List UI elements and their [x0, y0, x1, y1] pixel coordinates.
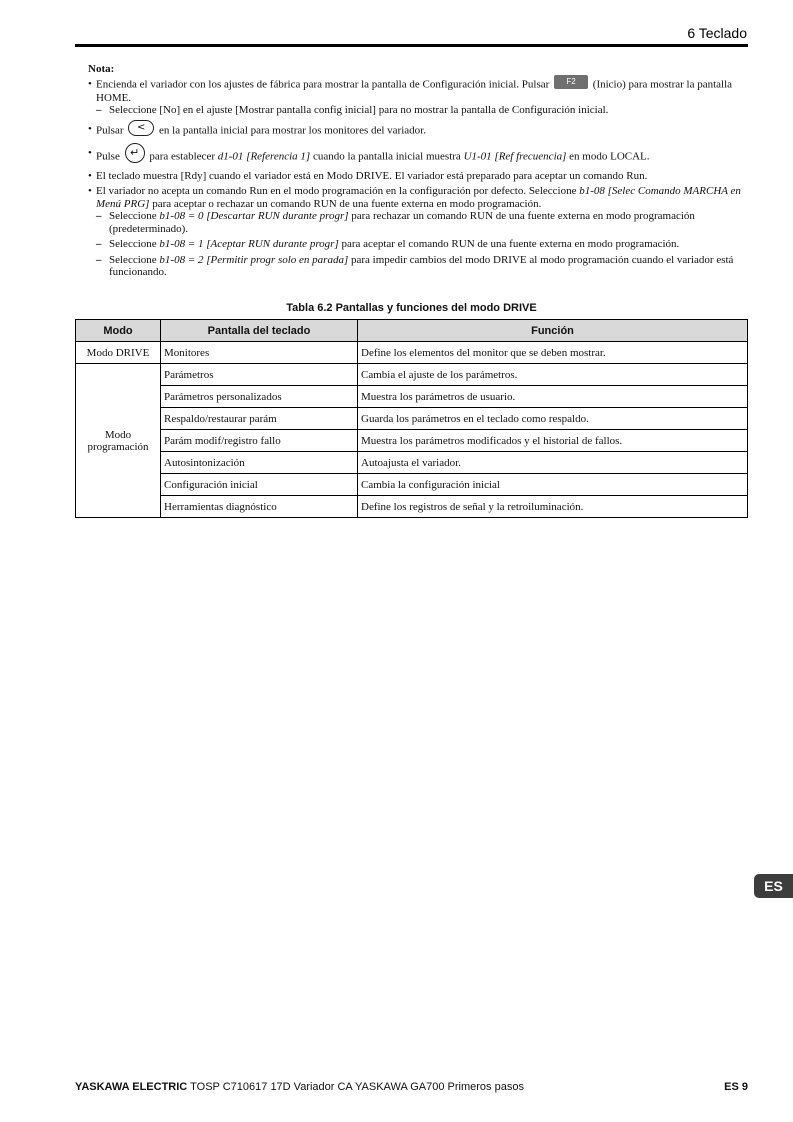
- note-item-2-post: en la pantalla inicial para mostrar los monitores del variador.: [159, 124, 426, 137]
- sub-1-param: b1-08 = 0 [Descartar RUN durante progr]: [159, 210, 349, 222]
- note-item-4: • El teclado muestra [Rdy] cuando el variador está en Modo DRIVE. El variador está preparado para aceptar un comando Run.: [88, 170, 748, 183]
- note-item-1-pre: Encienda el variador con los ajustes de fábrica para mostrar la pantalla de Configuración inicial. Pulsar: [96, 78, 550, 91]
- screen-cell: Autosintonización: [161, 452, 358, 474]
- function-cell: Guarda los parámetros en el teclado como respaldo.: [358, 408, 748, 430]
- header-mode: Modo: [76, 320, 161, 342]
- header-rule: [75, 44, 748, 47]
- note-item-3-monitor: U1-01 [Ref frecuencia]: [463, 150, 567, 163]
- table-row: [76, 386, 748, 408]
- screen-cell: Monitores: [161, 342, 358, 364]
- screen-cell: Parámetros: [161, 364, 358, 386]
- mode-cell-drive: Modo DRIVE: [76, 342, 161, 364]
- screen-cell: Configuración inicial: [161, 474, 358, 496]
- footer-brand: YASKAWA ELECTRIC: [75, 1081, 188, 1093]
- footer-doc: [75, 1081, 524, 1093]
- f2-key-icon: F2: [554, 75, 588, 89]
- note-item-3-mid1: para establecer: [149, 150, 215, 163]
- header-function: Función: [358, 320, 748, 342]
- note-item-5-sub-3: [96, 254, 748, 279]
- mode-cell-programming: Modo programación: [76, 364, 161, 518]
- table-row: [76, 452, 748, 474]
- enter-key-icon: ↵: [125, 143, 145, 163]
- note-item-3: [88, 147, 748, 167]
- function-cell: Cambia la configuración inicial: [358, 474, 748, 496]
- drive-mode-table: [75, 319, 748, 518]
- note-item-3-param: d1-01 [Referencia 1]: [217, 150, 311, 163]
- sub-3-param: b1-08 = 2 [Permitir progr solo en parada]: [159, 253, 349, 266]
- left-arrow-key-icon: <: [128, 120, 154, 136]
- table-header-row: [76, 320, 748, 342]
- note-section: [88, 63, 748, 279]
- function-cell: Define los elementos del monitor que se deben mostrar.: [358, 342, 748, 364]
- note-item-3-pre: Pulse: [96, 150, 120, 163]
- page-number: ES 9: [724, 1081, 748, 1093]
- function-cell: Muestra los parámetros modificados y el historial de fallos.: [358, 430, 748, 452]
- note-item-2: [88, 123, 748, 139]
- note-title: Nota:: [88, 63, 115, 75]
- table-row: [76, 430, 748, 452]
- note-item-5-param: b1-08 [Selec Comando MARCHA en Menú PRG]: [96, 185, 741, 210]
- note-item-2-pre: Pulsar: [96, 124, 124, 137]
- note-item-5: [88, 185, 748, 210]
- sub-3-pre: Seleccione: [109, 253, 157, 266]
- note-item-3-post: en modo LOCAL.: [569, 150, 650, 163]
- screen-cell: Respaldo/restaurar parám: [161, 408, 358, 430]
- table-row: [76, 342, 748, 364]
- screen-cell: Parám modif/registro fallo: [161, 430, 358, 452]
- function-cell: Autoajusta el variador.: [358, 452, 748, 474]
- function-cell: Cambia el ajuste de los parámetros.: [358, 364, 748, 386]
- table-caption: Tabla 6.2 Pantallas y funciones del modo DRIVE: [286, 302, 537, 314]
- header-screen: Pantalla del teclado: [161, 320, 358, 342]
- note-item-5-sub-2: [96, 238, 748, 251]
- sub-2-param: b1-08 = 1 [Aceptar RUN durante progr]: [159, 238, 339, 250]
- note-item-3-mid2: cuando la pantalla inicial muestra: [312, 150, 461, 163]
- table-row: [76, 408, 748, 430]
- note-item-1-sub: – Seleccione [No] en el ajuste [Mostrar pantalla config inicial] para no mostrar la pantalla de Configuración inicial.: [96, 104, 748, 117]
- footer-doc-title: TOSP C710617 17D Variador CA YASKAWA GA700 Primeros pasos: [190, 1081, 524, 1093]
- screen-cell: Parámetros personalizados: [161, 386, 358, 408]
- table-row: [76, 364, 748, 386]
- note-item-1-post: (Inicio) para mostrar la pantalla HOME.: [96, 78, 733, 104]
- note-item-1: [88, 78, 748, 105]
- function-cell: Muestra los parámetros de usuario.: [358, 386, 748, 408]
- sub-2-post: para aceptar el comando RUN de una fuente externa en modo programación.: [341, 238, 680, 250]
- note-item-5-post: para aceptar o rechazar un comando RUN de una fuente externa en modo programación.: [152, 197, 542, 210]
- sub-3-post: para impedir cambios del modo DRIVE al modo programación cuando el variador está funcionando.: [109, 253, 734, 278]
- chapter-title: 6 Teclado: [687, 25, 747, 41]
- table-row: [76, 496, 748, 518]
- sub-2-pre: Seleccione: [109, 238, 157, 250]
- sub-1-pre: Seleccione: [109, 210, 157, 222]
- note-item-5-sub-1: [96, 210, 748, 235]
- note-item-5-pre: El variador no acepta un comando Run en el modo programación en la configuración por defecto. Seleccione: [96, 185, 577, 197]
- table-row: [76, 474, 748, 496]
- language-tab: ES: [754, 874, 793, 898]
- function-cell: Define los registros de señal y la retroiluminación.: [358, 496, 748, 518]
- sub-1-post: para rechazar un comando RUN de una fuente externa en modo programación (predeterminado).: [109, 210, 695, 235]
- screen-cell: Herramientas diagnóstico: [161, 496, 358, 518]
